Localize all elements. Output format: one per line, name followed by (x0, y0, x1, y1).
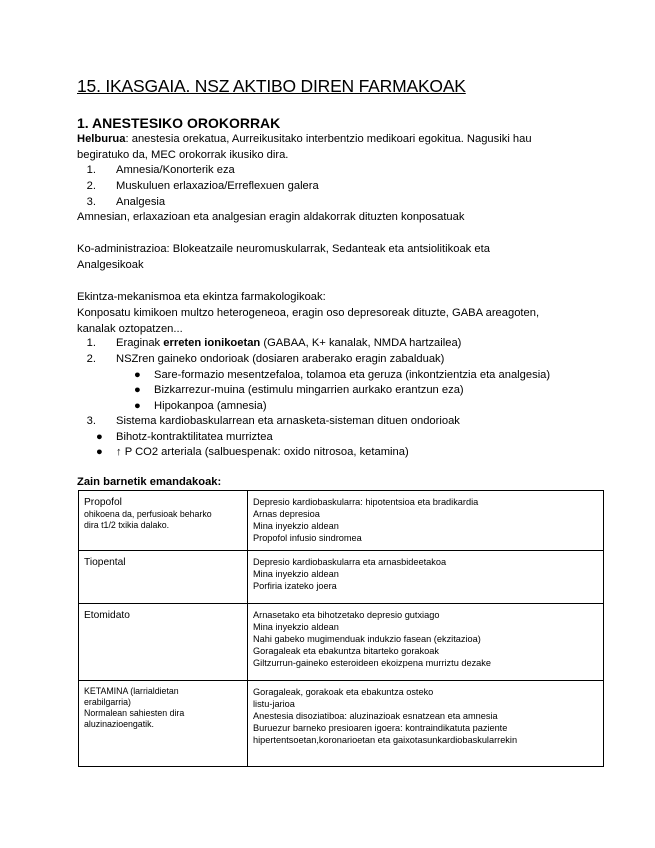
drug-note: Normalean sahiesten dira (84, 708, 185, 718)
summary-text: Amnesian, erlaxazioan eta analgesian eragin aldakorrak dituzten konposatuak (77, 211, 465, 223)
effect-line: Goragaleak, gorakoak eta ebakuntza osteko (253, 687, 434, 697)
list-item-text: NSZren gaineko ondorioak (dosiaren araberako eragin zabalduak) (116, 353, 445, 365)
effect-line: Mina inyekzio aldean (253, 569, 339, 579)
effect-line: Nahi gabeko mugimenduak indukzio fasean (ekzitazioa) (253, 634, 481, 644)
list-number: 3. (86, 196, 96, 208)
effects-cell (248, 551, 604, 604)
list-item-text: Amnesia/Konorterik eza (116, 164, 235, 176)
list-item-text: Muskuluen erlaxazioa/Erreflexuen galera (116, 180, 319, 192)
goal-paragraph-line-1 (77, 131, 532, 147)
effect-line: Depresio kardiobaskularra: hipotentsioa eta bradikardia (253, 497, 479, 507)
list-item-text: Sare-formazio mesentzefaloa, tolamoa eta geruza (inkontzientzia eta analgesia) (154, 369, 551, 381)
list-number: 2. (86, 353, 96, 365)
effect-line: Depresio kardiobaskularra eta arnasbideetakoa (253, 557, 447, 567)
list-item-text: Bihotz-kontraktilitatea murriztea (116, 431, 273, 443)
effect-line: Goragaleak eta ebakuntza bitarteko gorakoak (253, 646, 439, 656)
table-row (79, 551, 604, 604)
list-number: 1. (86, 164, 96, 176)
list-item-text: ↑ P CO2 arteriala (salbuespenak: oxido nitrosoa, ketamina) (116, 446, 409, 458)
bullet-icon: ● (134, 369, 141, 381)
list-number: 1. (86, 337, 96, 349)
effect-line: Buruezur barneko presioaren igoera: kontraindikatuta paziente (253, 723, 508, 733)
mechanism-line-1: Konposatu kimikoen multzo heterogeneoa, eragin oso depresoreak dituzte, GABA areagoten, (77, 307, 540, 319)
drug-name: KETAMINA (larrialdietan (84, 686, 179, 696)
list-item-text: Sistema kardiobaskularrean eta arnasketa-sisteman dituen ondorioak (116, 415, 460, 427)
effects-cell (248, 491, 604, 551)
effect-line: Porfiria izateko joera (253, 581, 337, 591)
goal-text: : anestesia orekatua, Aurreikusitako interbentzio medikoari egokitua. Nagusiki hau (125, 133, 532, 145)
effect-line: Anestesia disoziatiboa: aluzinazioak esnatzean eta amnesia (253, 711, 498, 721)
effect-line: Arnasetako eta bihotzetako depresio gutxiago (253, 610, 440, 620)
list-item-text: Bizkarrezur-muina (estimulu mingarrien aurkako erantzun eza) (154, 384, 464, 396)
effect-line: Mina inyekzio aldean (253, 622, 339, 632)
drug-cell (79, 551, 248, 604)
drug-note: aluzinazioengatik. (84, 719, 154, 729)
text-span: (GABAA, K+ kanalak, NMDA hartzailea) (260, 337, 462, 349)
bold-term: erreten ionikoetan (163, 337, 261, 349)
drugs-table (78, 490, 604, 767)
table-row (79, 604, 604, 681)
effects-cell (248, 604, 604, 681)
list-number: 3. (86, 415, 96, 427)
coadministration-line-2: Analgesikoak (77, 259, 144, 271)
drug-name: Tiopental (84, 557, 126, 568)
effect-line: Giltzurrun-gaineko esteroideen ekoizpena murriztu dezake (253, 658, 491, 668)
bullet-icon: ● (134, 384, 141, 396)
table-title: Zain barnetik emandakoak: (77, 476, 222, 488)
drug-name: Propofol (84, 497, 122, 508)
text-span: Eraginak (116, 337, 164, 349)
coadministration-line-1: Ko-administrazioa: Blokeatzaile neuromuskularrak, Sedanteak eta antsiolitikoak eta (77, 243, 490, 255)
drug-name: Etomidato (84, 610, 130, 621)
mechanism-line-2: kanalak oztopatzen... (77, 323, 183, 335)
mechanism-heading: Ekintza-mekanismoa eta ekintza farmakologikoak: (77, 291, 326, 303)
drug-note: erabilgarria) (84, 697, 131, 707)
effect-line: Mina inyekzio aldean (253, 521, 339, 531)
bullet-icon: ● (134, 400, 141, 412)
goal-paragraph-line-2: begiratuko da, MEC orokorrak ikusiko dira. (77, 149, 289, 161)
effect-line: Arnas depresioa (253, 509, 320, 519)
bullet-icon: ● (96, 431, 103, 443)
drug-cell (79, 604, 248, 681)
list-item-text: Analgesia (116, 196, 166, 208)
table-row (79, 681, 604, 767)
section-heading: 1. ANESTESIKO OROKORRAK (77, 115, 281, 131)
effects-cell (248, 681, 604, 767)
effect-line: hipertentsoetan,koronarioetan eta gaixotasunkardiobaskularrekin (253, 735, 518, 745)
effect-line: Propofol infusio sindromea (253, 533, 362, 543)
bullet-icon: ● (96, 446, 103, 458)
drug-note: ohikoena da, perfusioak beharko (84, 509, 212, 519)
drug-note: dira t1/2 txikia dalako. (84, 520, 170, 530)
table-row (79, 491, 604, 551)
list-item-text: Hipokanpoa (amnesia) (154, 400, 267, 412)
drug-cell (79, 681, 248, 767)
list-item-text (116, 335, 461, 351)
drug-cell (79, 491, 248, 551)
list-number: 2. (86, 180, 96, 192)
page-title: 15. IKASGAIA. NSZ AKTIBO DIREN FARMAKOAK (77, 76, 466, 96)
effect-line: listu-jarioa (253, 699, 295, 709)
goal-label: Helburua (77, 133, 126, 145)
